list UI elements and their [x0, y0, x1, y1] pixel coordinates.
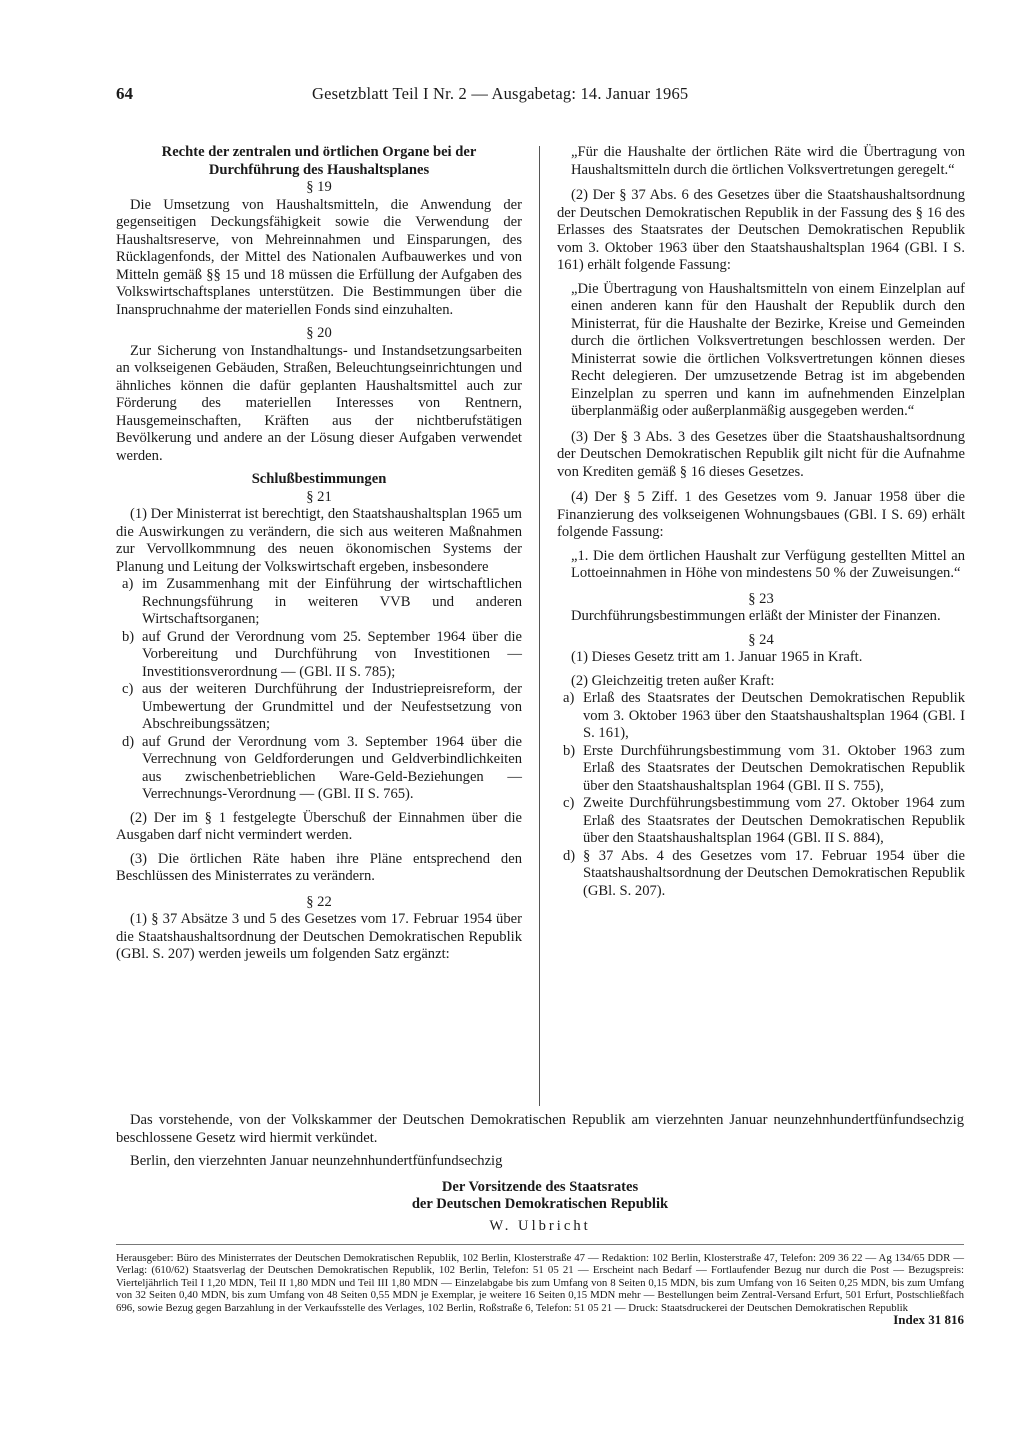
- final-provisions-title: Schlußbestimmungen: [251, 471, 387, 487]
- paragraph-heading-20: § 20: [306, 325, 332, 341]
- signer-name: W. Ulbricht: [489, 1217, 591, 1234]
- paragraph-22-clause-3: (3) Der § 3 Abs. 3 des Gesetzes über die Staatshaushaltsordnung der Deutschen Demokratischen Republik gilt nicht für die Aufnahme von Krediten gemäß § 16 dieses Gesetzes.: [557, 428, 965, 480]
- left-column: [116, 144, 522, 964]
- quoted-amendment-2: „Die Übertragung von Haushaltsmitteln von einem Einzelplan auf einen anderen kann für den Haushalt der Republik durch den Ministerrat, für die Haushalte der Bezirke, Kreise und Gemeinden durch die örtlichen Volksvertretungen beschlossen werden. Der Ministerrat sowie die örtlichen Volksvertretungen können dieses Recht delegieren. Der umzusetzende Betrag ist im abgebenden Einzelplan zu sperren und kann im aufnehmenden Einzelplan überplanmäßig oder außerplanmäßig ausgegeben werden.“: [571, 280, 965, 419]
- list-item-text: Erste Durchführungsbestimmung vom 31. Oktober 1963 zum Erlaß des Staatsrates der Deutschen Demokratischen Republik über den Staatshaushaltsplan 1964 (GBl. II S. 755),: [583, 742, 965, 794]
- place-date: Berlin, den vierzehnten Januar neunzehnhundertfünfundsechzig: [130, 1153, 503, 1169]
- paragraph-21-clause-1: (1) Der Ministerrat ist berechtigt, den Staatshaushaltsplan 1965 um die Auswirkungen zu verändern, die sich aus weiteren Maßnahmen zur Vervollkommnung des neuen ökonomischen Systems der Planung und Leitung der Volkswirtschaft ergeben, insbesondere: [116, 506, 522, 575]
- list-item: [116, 734, 522, 804]
- index-number: Index 31 816: [893, 1312, 964, 1328]
- paragraph-21-clause-2: (2) Der im § 1 festgelegte Überschuß der Einnahmen über die Ausgaben darf nicht vermindert werden.: [116, 809, 522, 843]
- paragraph-21-clause-3: (3) Die örtlichen Räte haben ihre Pläne entsprechend den Beschlüssen des Ministerrates zu verändern.: [116, 850, 522, 884]
- list-item: [116, 576, 522, 629]
- list-item-label: c): [122, 681, 134, 697]
- list-item: [116, 629, 522, 682]
- closing-block: [116, 1112, 964, 1235]
- promulgation-text: Das vorstehende, von der Volkskammer der Deutschen Demokratischen Republik am vierzehnten Januar neunzehnhundertfünfundsechzig beschlossene Gesetz wird hiermit verkündet.: [116, 1112, 964, 1146]
- paragraph-22-clause-1: (1) § 37 Absätze 3 und 5 des Gesetzes vom 17. Februar 1954 über die Staatshaushaltsordnung der Deutschen Demokratischen Republik (GBl. S. 207) werden jeweils um folgenden Satz ergänzt:: [116, 911, 522, 962]
- list-item-label: c): [563, 795, 575, 811]
- paragraph-22-clause-4: (4) Der § 5 Ziff. 1 des Gesetzes vom 9. Januar 1958 über die Finanzierung des volkseigenen Wohnungsbaues (GBl. I S. 69) erhält folgende Fassung:: [557, 489, 965, 540]
- list-item-text: aus der weiteren Durchführung der Industriepreisreform, der Umbewertung der Grundmittel und der Neufestsetzung von Abschreibungssätzen;: [142, 681, 522, 732]
- quoted-amendment-1: „Für die Haushalte der örtlichen Räte wird die Übertragung von Haushaltsmitteln durch die örtlichen Volksvertretungen geregelt.“: [571, 144, 965, 178]
- list-item: [557, 743, 965, 796]
- paragraph-20-text: Zur Sicherung von Instandhaltungs- und Instandsetzungsarbeiten an volkseigenen Gebäuden, Straßen, Beleuchtungseinrichtungen und ähnliches können die dafür geplanten Haushaltsmittel auch zur Förderung des materiellen Interesses von Rentnern, Hausgemeinschaften, Kräften aus der nichtberufstätigen Bevölkerung und andere an der Lösung dieser Aufgaben verwendet werden.: [116, 342, 522, 464]
- imprint-footer-row: [116, 1314, 964, 1326]
- list-item-text: § 37 Abs. 4 des Gesetzes vom 17. Februar 1954 über die Staatshaushaltsordnung der Deutschen Demokratischen Republik (GBl. S. 207).: [583, 847, 965, 899]
- list-item-text: auf Grund der Verordnung vom 3. September 1964 über die Verrechnung von Geldforderungen und Geldverbindlichkeiten aus zwischenbetrieblichen Ware-Geld-Beziehungen — Verrechnungs-Verordnung — (GBl. II S. 765).: [142, 733, 522, 802]
- imprint: [116, 1252, 964, 1326]
- list-item-label: a): [122, 576, 134, 592]
- list-item: [557, 690, 965, 743]
- list-item-label: d): [122, 733, 135, 750]
- paragraph-heading-21: § 21: [306, 488, 332, 505]
- paragraph-24-list: [557, 690, 965, 900]
- list-item-label: b): [563, 742, 576, 759]
- paragraph-23-text: Durchführungsbestimmungen erläßt der Minister der Finanzen.: [571, 608, 941, 624]
- list-item-text: im Zusammenhang mit der Einführung der wirtschaftlichen Rechnungsführung in weiteren VVB und anderen Wirtschaftsorganen;: [142, 576, 522, 627]
- footer-divider: [116, 1244, 964, 1245]
- page-number: 64: [116, 84, 133, 103]
- signer-title-line-2: der Deutschen Demokratischen Republik: [411, 1196, 669, 1212]
- list-item-label: d): [563, 847, 576, 864]
- paragraph-heading-24: § 24: [748, 631, 774, 648]
- section-title: Rechte der zentralen und örtlichen Organe bei der Durchführung des Haushaltsplanes: [161, 144, 477, 178]
- paragraph-heading-19: § 19: [306, 179, 332, 195]
- page-header: [116, 84, 964, 110]
- paragraph-19-text: Die Umsetzung von Haushaltsmitteln, die Anwendung der gegenseitigen Deckungsfähigkeit sowie die Verwendung der Haushaltsreserve, von Mehreinnahmen und Einsparungen, des Rücklagenfonds, der Mittel des Nationalen Aufbauwerkes und von Mitteln gemäß §§ 15 und 18 müssen die Erfüllung der Aufgaben des Volkswirtschaftsplanes unterstützen. Die Bestimmungen über die Inanspruchnahme der materiellen Fonds sind einzuhalten.: [116, 196, 522, 318]
- list-item: [557, 795, 965, 848]
- paragraph-21-list: [116, 576, 522, 804]
- running-head: Gesetzblatt Teil I Nr. 2 — Ausgabetag: 14. Januar 1965: [312, 84, 689, 103]
- signer-title-line-1: Der Vorsitzende des Staatsrates: [441, 1178, 639, 1195]
- list-item: [557, 848, 965, 901]
- list-item: [116, 681, 522, 734]
- quoted-amendment-4: „1. Die dem örtlichen Haushalt zur Verfügung gestellten Mittel an Lottoeinnahmen in Höhe von mindestens 50 % der Zuweisungen.“: [571, 547, 965, 581]
- imprint-text: Herausgeber: Büro des Ministerrates der Deutschen Demokratischen Republik, 102 Berlin, Klosterstraße 47 — Redaktion: 102 Berlin, Klosterstraße 47, Telefon: 209 36 22 — Ag 134/65 DDR — Verlag: (610/62) Staatsverlag der Deutschen Demokratischen Republik, 102 Berlin, Telefon: 51 05 21 — Erscheint nach Bedarf — Fortlaufender Bezug nur durch die Post — Bezugspreis: Vierteljährlich Teil I 1,20 MDN, Teil II 1,80 MDN und Teil III 1,80 MDN — Einzelabgabe bis zum Umfang von 8 Seiten 0,15 MDN, bis zum Umfang von 16 Seiten 0,25 MDN, bis zum Umfang von 32 Seiten 0,40 MDN, bis zum Umfang von 48 Seiten 0,55 MDN je Exemplar, je weitere 16 Seiten 0,15 MDN mehr — Bestellungen beim Zentral-Versand Erfurt, 501 Erfurt, Postschließfach 696, sowie Bezug gegen Barzahlung in der Verkaufsstelle des Verlages, 102 Berlin, Roßstraße 6, Telefon: 51 05 21 — Druck: Staatsdruckerei der Deutschen Demokratischen Republik: [116, 1252, 964, 1314]
- right-column: [557, 144, 965, 900]
- paragraph-24-clause-1: (1) Dieses Gesetz tritt am 1. Januar 1965 in Kraft.: [571, 649, 863, 665]
- list-item-label: b): [122, 628, 135, 645]
- paragraph-24-clause-2: (2) Gleichzeitig treten außer Kraft:: [571, 672, 775, 689]
- paragraph-heading-22: § 22: [306, 893, 332, 910]
- paragraph-heading-23: § 23: [748, 590, 774, 607]
- column-divider: [539, 146, 540, 1106]
- list-item-label: a): [563, 690, 575, 706]
- list-item-text: auf Grund der Verordnung vom 25. September 1964 über die Vorbereitung und Durchführung von Investitionen — Investitionsverordnung — (GBl. II S. 785);: [142, 628, 522, 680]
- list-item-text: Zweite Durchführungsbestimmung vom 27. Oktober 1964 zum Erlaß des Staatsrates der Deutschen Demokratischen Republik über den Staatshaushaltsplan 1964 (GBl. II S. 884),: [583, 795, 965, 846]
- paragraph-22-clause-2: (2) Der § 37 Abs. 6 des Gesetzes über die Staatshaushaltsordnung der Deutschen Demokratischen Republik in der Fassung des § 16 des Erlasses des Staatsrates der Deutschen Demokratischen Republik vom 3. Oktober 1963 über den Staatshaushaltsplan 1964 (GBl. I S. 161) erhält folgende Fassung:: [557, 187, 965, 273]
- list-item-text: Erlaß des Staatsrates der Deutschen Demokratischen Republik vom 3. Oktober 1963 über den Staatshaushaltsplan 1964 (GBl. I S. 161),: [583, 690, 965, 741]
